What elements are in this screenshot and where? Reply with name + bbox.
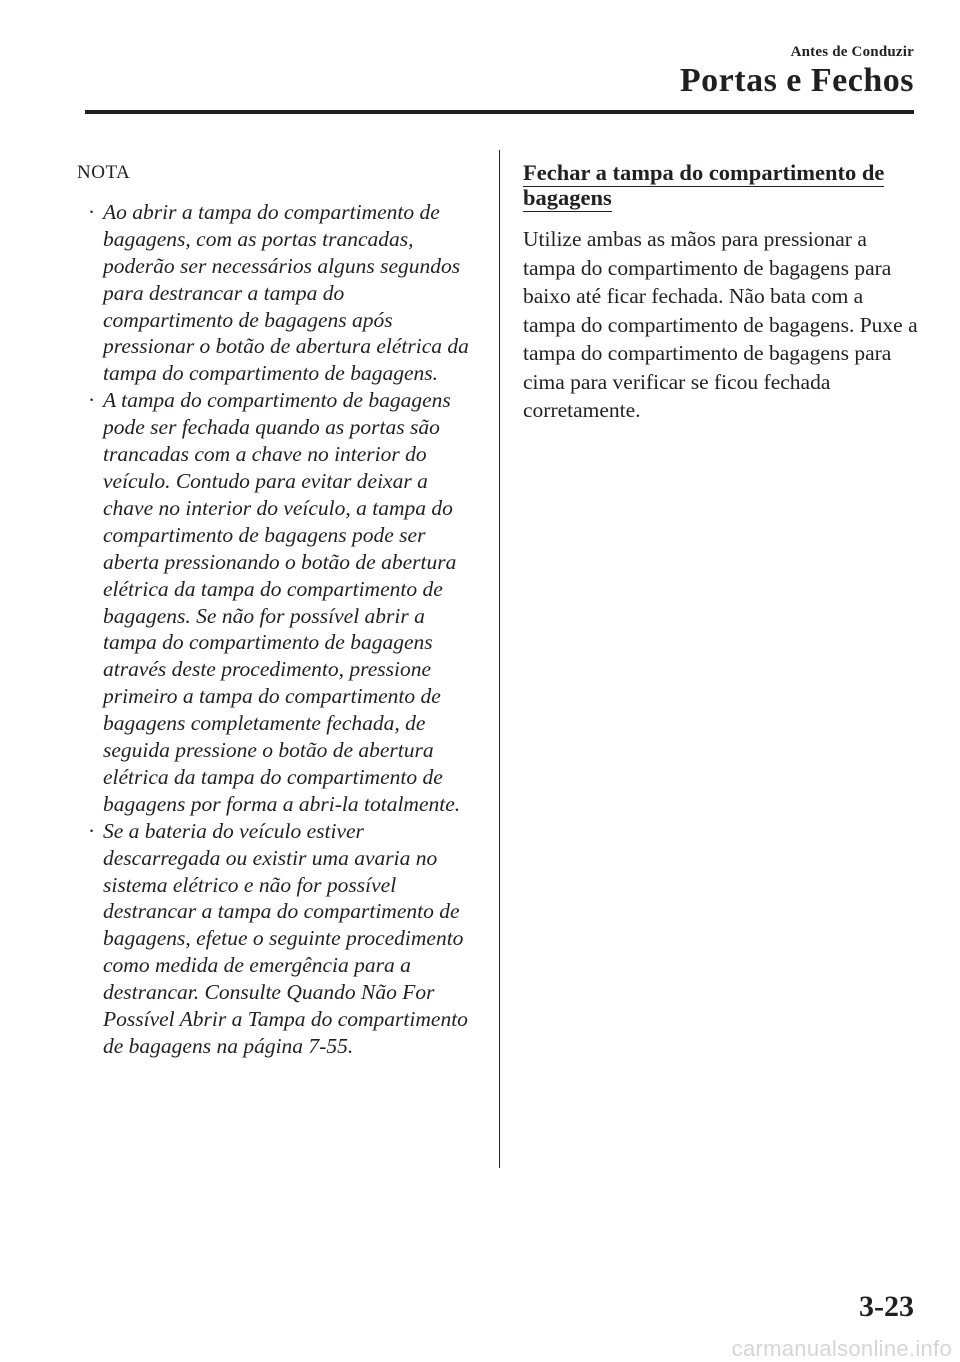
section-heading-text: Fechar a tampa do compartimento de bagagens bbox=[523, 160, 885, 210]
watermark: carmanualsonline.info bbox=[731, 1336, 952, 1361]
note-box bbox=[77, 160, 477, 1060]
section-content bbox=[523, 160, 918, 425]
section-body: Utilize ambas as mãos para pressionar a tampa do compartimento de bagagens para baixo até ficar fechada. Não bata com a tampa do compartimento de bagagens. Puxe a tampa do compartimento de bagagens para cima para verificar se ficou fechada corretamente. bbox=[523, 227, 918, 422]
chapter-title: Antes de Conduzir bbox=[790, 44, 914, 60]
column-divider bbox=[499, 150, 500, 1168]
page-number: 3-23 bbox=[859, 1290, 914, 1323]
note-item-text: Se a bateria do veículo estiver descarregada ou existir uma avaria no sistema elétrico e não for possível destrancar a tampa do compartimento de bagagens, efetue o seguinte procedimento como medida de emergência para a destrancar. Consulte Quando Não For Possível Abrir a Tampa do compartimento de bagagens na página 7-55. bbox=[103, 818, 468, 1058]
page-title: Portas e Fechos bbox=[679, 62, 914, 99]
section-heading bbox=[523, 160, 918, 210]
note-item-text: A tampa do compartimento de bagagens pode ser fechada quando as portas são trancadas com a chave no interior do veículo. Contudo para evitar deixar a chave no interior do veículo, a tampa do compartimento de bagagens pode ser aberta pressionando o botão de abertura elétrica da tampa do compartimento de bagagens. Se não for possível abrir a tampa do compartimento de bagagens através deste procedimento, pressione primeiro a tampa do compartimento de bagagens completamente fechada, de seguida pressione o botão de abertura elétrica da tampa do compartimento de bagagens por forma a abri-la totalmente. bbox=[103, 388, 461, 816]
bullet-icon: · bbox=[88, 388, 96, 413]
note-item bbox=[77, 818, 477, 1060]
note-item bbox=[77, 199, 477, 387]
note-item bbox=[77, 387, 477, 818]
note-item-text: Ao abrir a tampa do compartimento de bagagens, com as portas trancadas, poderão ser necessários alguns segundos para destrancar a tampa do compartimento de bagagens após pressionar o botão de abertura elétrica da tampa do compartimento de bagagens. bbox=[103, 199, 469, 386]
header-divider bbox=[85, 110, 914, 114]
bullet-icon: · bbox=[88, 199, 96, 224]
note-list bbox=[77, 199, 477, 1060]
note-title: NOTA bbox=[77, 162, 131, 183]
bullet-icon: · bbox=[88, 818, 96, 843]
